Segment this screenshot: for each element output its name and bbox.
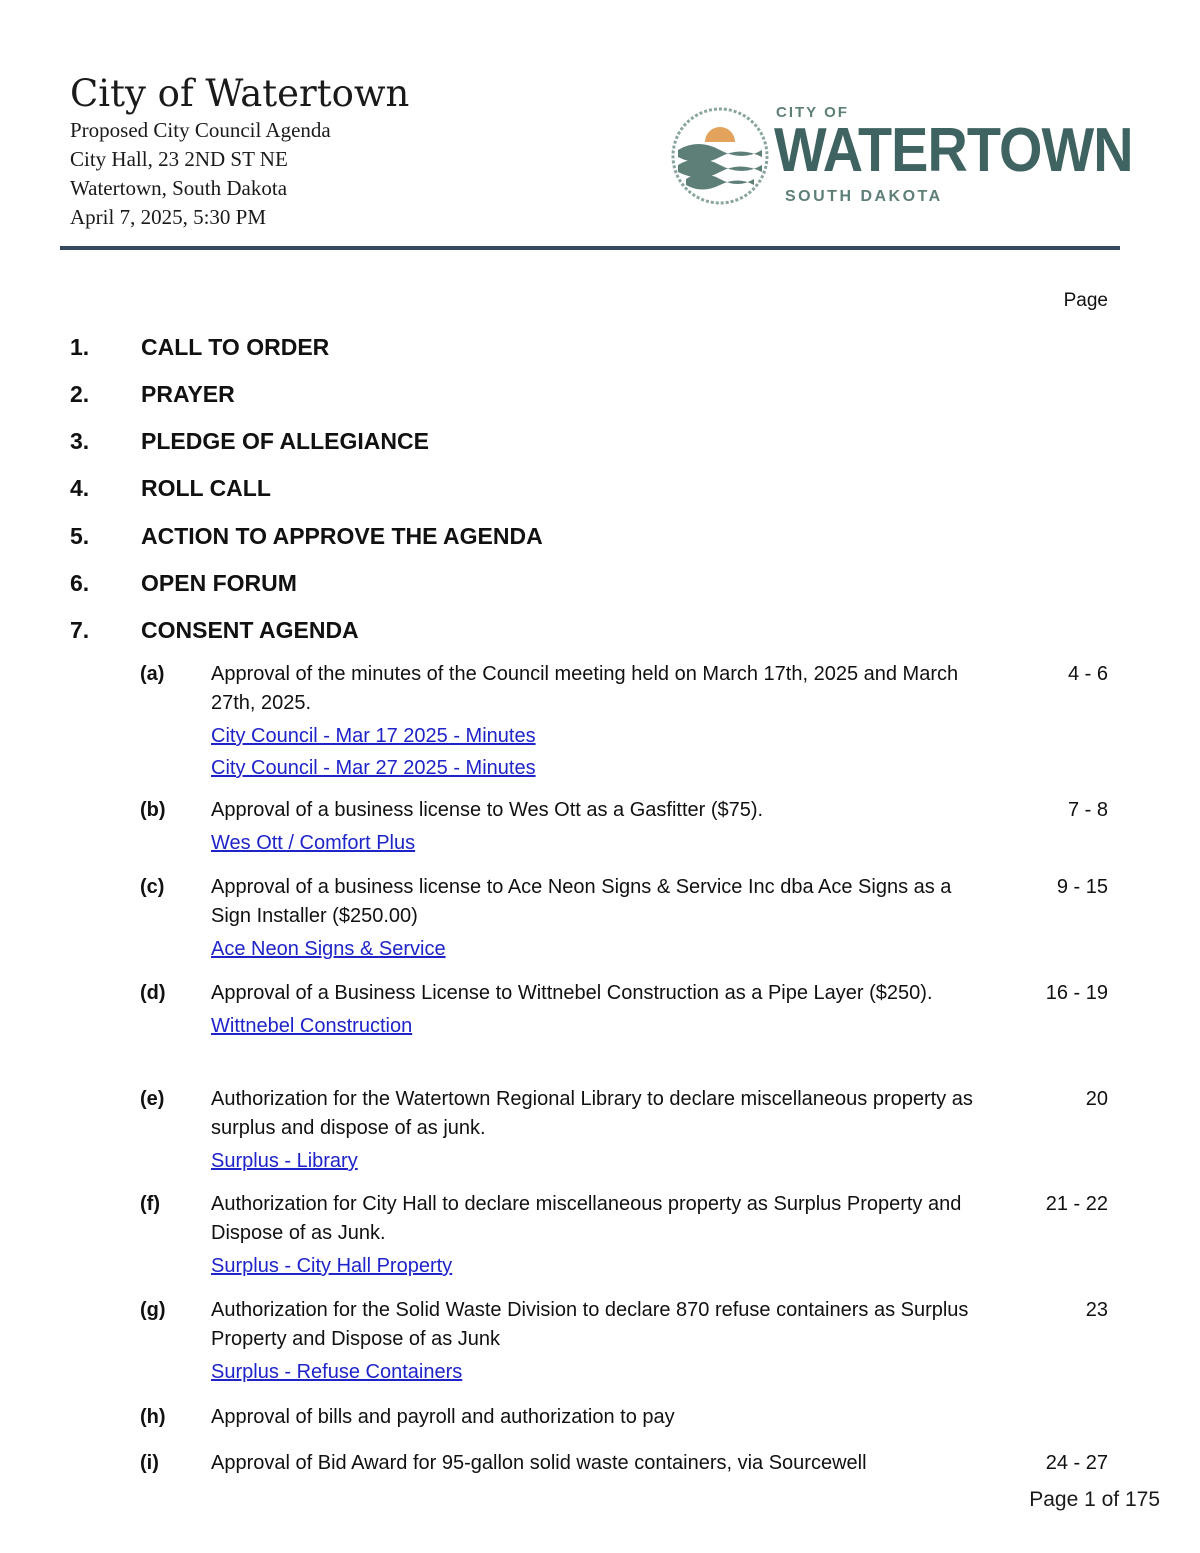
agenda-item <box>70 520 970 552</box>
consent-item-pages: 16 - 19 <box>1045 982 1108 1004</box>
agenda-item <box>70 472 970 504</box>
document-header <box>70 72 409 232</box>
consent-item-text: Approval of a business license to Ace Neon Signs & Service Inc dba Ace Signs as a Sign Installer ($250.00) <box>211 876 952 927</box>
consent-item-letter: (f) <box>140 1193 160 1215</box>
agenda-item-title: CALL TO ORDER <box>141 334 330 360</box>
agenda-item <box>70 378 970 410</box>
consent-item-pages: 24 - 27 <box>1045 1452 1108 1474</box>
consent-item-pages: 20 <box>1085 1088 1108 1110</box>
consent-item-letter: (d) <box>140 982 166 1004</box>
watertown-logo <box>668 102 1133 210</box>
city-title: City of Watertown <box>70 72 410 115</box>
agenda-item <box>70 425 970 457</box>
consent-item-text: Approval of bills and payroll and authorization to pay <box>211 1406 675 1428</box>
meeting-location: City Hall, 23 2ND ST NE <box>70 147 288 171</box>
agenda-item-title: PRAYER <box>141 381 235 407</box>
consent-item-letter: (c) <box>140 876 165 898</box>
page-column-header: Page <box>1063 290 1108 311</box>
attachment-link[interactable]: Surplus - Refuse Containers <box>211 1361 463 1383</box>
consent-item-text: Approval of Bid Award for 95-gallon solid waste containers, via Sourcewell <box>211 1452 867 1474</box>
agenda-item-number: 2. <box>70 381 90 407</box>
agenda-item <box>70 331 970 363</box>
agenda-item-number: 5. <box>70 523 90 549</box>
attachment-link[interactable]: Wittnebel Construction <box>211 1015 413 1037</box>
meeting-date: April 7, 2025, 5:30 PM <box>70 205 267 229</box>
consent-item-text: Authorization for the Solid Waste Division to declare 870 refuse containers as Surplus Property and Dispose of as Junk <box>211 1299 969 1350</box>
page-number-footer: Page 1 of 175 <box>1029 1488 1160 1511</box>
agenda-item-number: 4. <box>70 475 90 501</box>
consent-item-letter: (i) <box>140 1452 159 1474</box>
consent-item-letter: (g) <box>140 1299 166 1321</box>
consent-item-pages: 23 <box>1085 1299 1108 1321</box>
logo-south-dakota: SOUTH DAKOTA <box>785 188 943 205</box>
agenda-item <box>70 614 970 646</box>
consent-item-letter: (b) <box>140 799 166 821</box>
agenda-item-number: 3. <box>70 428 90 454</box>
consent-item-pages: 21 - 22 <box>1045 1193 1108 1215</box>
agenda-item-title: PLEDGE OF ALLEGIANCE <box>141 428 429 454</box>
consent-item-pages: 4 - 6 <box>1067 663 1108 685</box>
attachment-link[interactable]: City Council - Mar 27 2025 - Minutes <box>211 757 536 779</box>
agenda-item <box>70 567 970 599</box>
agenda-item-number: 1. <box>70 334 90 360</box>
attachment-link[interactable]: City Council - Mar 17 2025 - Minutes <box>211 725 536 747</box>
consent-item-letter: (h) <box>140 1406 166 1428</box>
attachment-link[interactable]: Wes Ott / Comfort Plus <box>211 832 416 854</box>
consent-item-letter: (e) <box>140 1088 165 1110</box>
agenda-item-title: OPEN FORUM <box>141 570 297 596</box>
consent-item-pages: 7 - 8 <box>1067 799 1108 821</box>
logo-city-of: CITY OF <box>776 104 849 121</box>
header-divider <box>60 246 1120 250</box>
consent-item-pages: 9 - 15 <box>1056 876 1108 898</box>
meeting-city: Watertown, South Dakota <box>70 176 288 200</box>
consent-item-letter: (a) <box>140 663 165 685</box>
attachment-link[interactable]: Surplus - City Hall Property <box>211 1255 453 1277</box>
consent-item-text: Approval of the minutes of the Council meeting held on March 17th, 2025 and March 27th, 2025. <box>211 663 959 714</box>
agenda-item-title: CONSENT AGENDA <box>141 617 359 643</box>
agenda-type: Proposed City Council Agenda <box>70 118 331 142</box>
agenda-item-title: ACTION TO APPROVE THE AGENDA <box>141 523 543 549</box>
attachment-link[interactable]: Ace Neon Signs & Service <box>211 938 446 960</box>
agenda-item-title: ROLL CALL <box>141 475 271 501</box>
consent-item-text: Approval of a business license to Wes Ott as a Gasfitter ($75). <box>211 799 764 821</box>
agenda-item-number: 7. <box>70 617 90 643</box>
attachment-link[interactable]: Surplus - Library <box>211 1150 358 1172</box>
logo-emblem-icon <box>668 104 772 208</box>
consent-item-text: Approval of a Business License to Wittnebel Construction as a Pipe Layer ($250). <box>211 982 933 1004</box>
agenda-item-number: 6. <box>70 570 90 596</box>
consent-item-text: Authorization for City Hall to declare miscellaneous property as Surplus Property and Dispose of as Junk. <box>211 1193 962 1244</box>
consent-item-text: Authorization for the Watertown Regional Library to declare miscellaneous property as surplus and dispose of as junk. <box>211 1088 973 1139</box>
logo-watertown: WATERTOWN <box>774 116 1133 185</box>
